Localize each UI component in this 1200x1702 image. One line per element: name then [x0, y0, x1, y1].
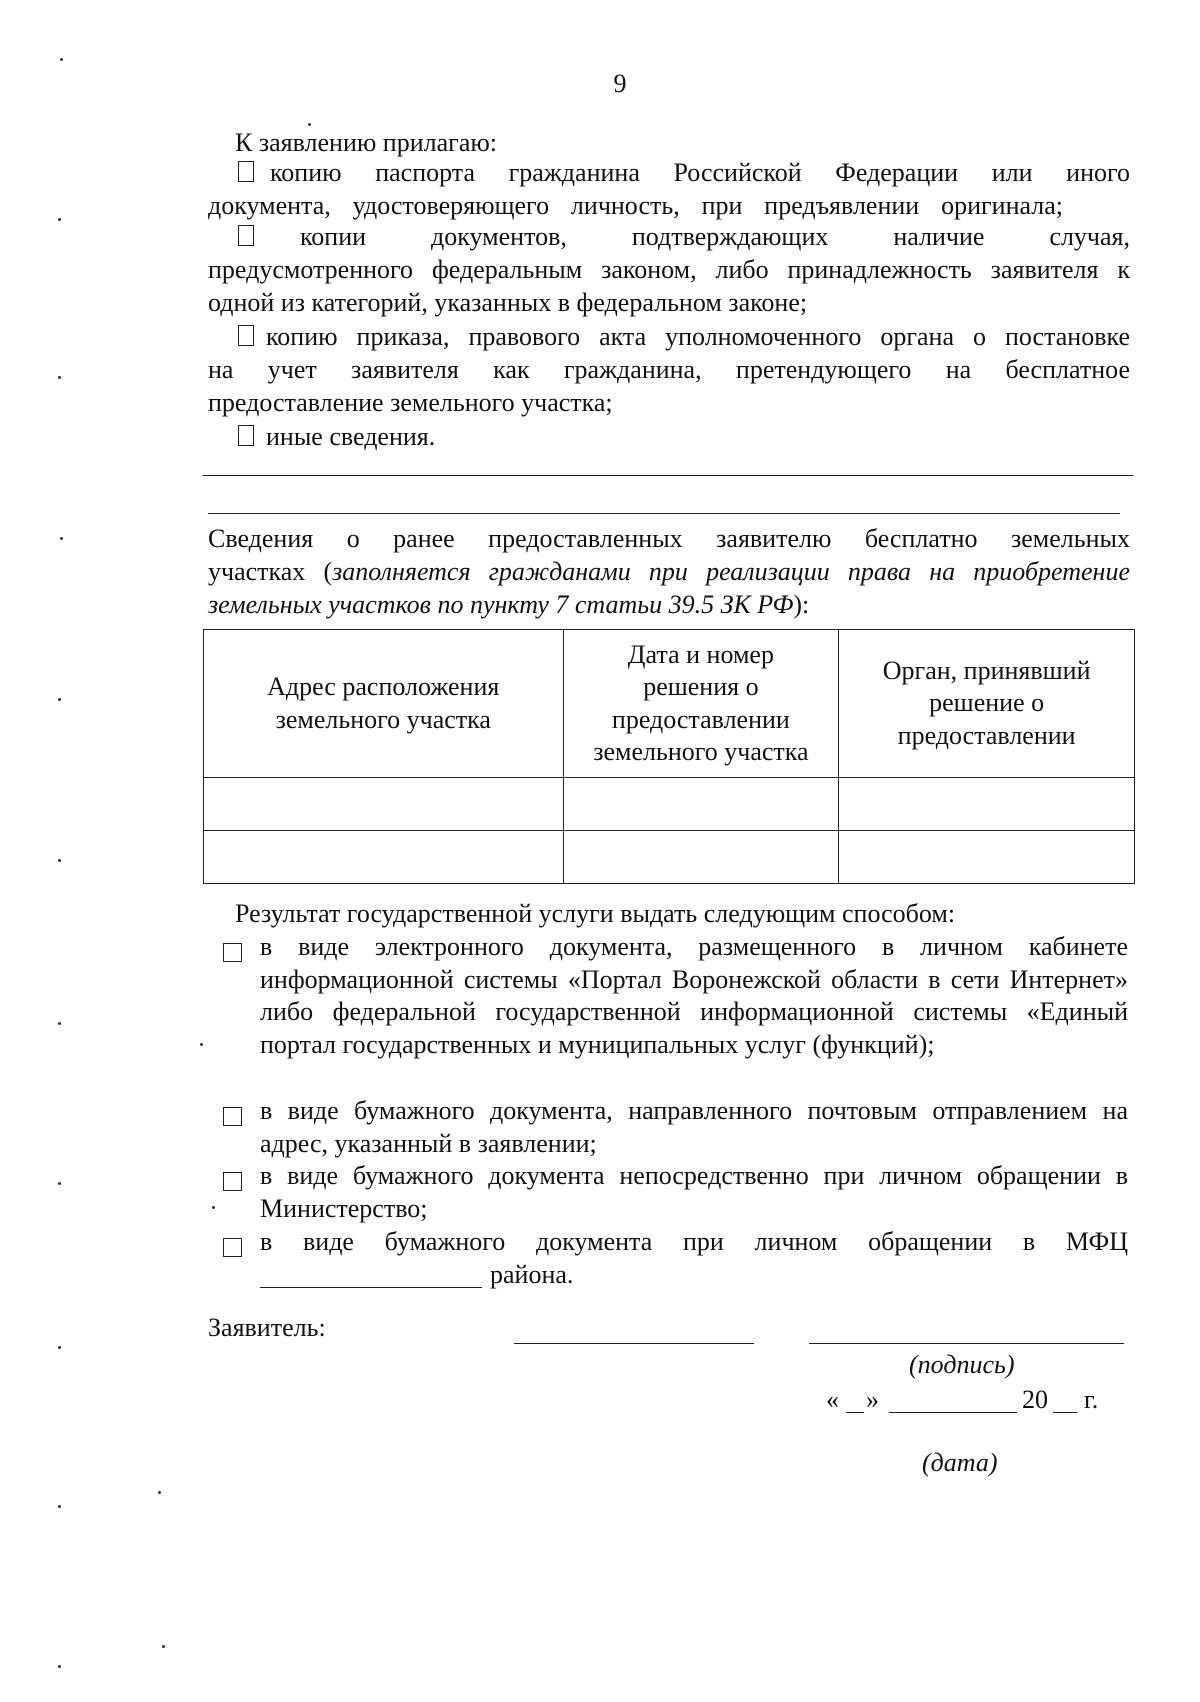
- date-close-quote: »: [866, 1385, 879, 1414]
- table-row: [204, 778, 1135, 831]
- blank-line[interactable]: [208, 513, 1120, 514]
- result-option-electronic: в виде электронного документа, размещенного в личном кабинете информационной системы «Портал Воронежской области в сети Интернет» либо федеральной государственной информационной системы «Единый портал государственных и муниципальных услуг (функций);: [223, 931, 1128, 1061]
- scan-speck: [60, 537, 63, 540]
- attachment-item-other: иные сведения.: [238, 421, 435, 454]
- column-header-authority: Орган, принявший решение о предоставлении: [839, 630, 1135, 778]
- table-cell[interactable]: [563, 778, 839, 831]
- result-option-mail: в виде бумажного документа, направленного почтовым отправлением на адрес, указанный в заявлении;: [223, 1095, 1128, 1160]
- scan-speck: [58, 376, 61, 379]
- scan-speck: [58, 218, 61, 221]
- date-open-quote: «: [826, 1385, 839, 1414]
- table-row: [204, 831, 1135, 884]
- table-header-row: [204, 630, 1135, 778]
- land-plots-table: [203, 629, 1135, 884]
- district-blank-line[interactable]: [260, 1287, 482, 1288]
- column-header-decision: Дата и номер решения о предоставлении земельного участка: [563, 630, 839, 778]
- blank-line[interactable]: [203, 475, 1133, 476]
- result-option-mfc: в виде бумажного документа при личном обращении в МФЦ: [223, 1226, 1128, 1259]
- attachment-item-order-line2: на учет заявителя как гражданина, претендующего на бесплатное: [208, 355, 1130, 384]
- applicant-name-line[interactable]: [514, 1343, 754, 1344]
- scan-speck: [60, 58, 63, 61]
- table-cell[interactable]: [204, 778, 564, 831]
- result-option-ministry: в виде бумажного документа непосредственно при личном обращении в Министерство;: [223, 1160, 1128, 1225]
- table-cell[interactable]: [839, 831, 1135, 884]
- scan-speck: [212, 1206, 215, 1209]
- scan-speck: [58, 1346, 61, 1349]
- checkbox[interactable]: [238, 161, 254, 182]
- date-year-prefix: 20: [1022, 1385, 1048, 1414]
- scan-speck: [58, 698, 61, 701]
- scan-speck: [308, 123, 311, 126]
- checkbox[interactable]: [223, 1172, 242, 1191]
- attachment-item-law-line1: копии документов, подтверждающих наличие случая,: [238, 221, 1130, 254]
- scan-speck: [58, 1182, 61, 1185]
- attachment-item-law-line2: предусмотренного федеральным законом, либо принадлежность заявителя к: [208, 255, 1130, 284]
- result-heading: Результат государственной услуги выдать следующим способом:: [235, 899, 956, 928]
- table-cell[interactable]: [563, 831, 839, 884]
- scan-speck: [200, 1043, 203, 1046]
- scan-speck: [58, 1505, 61, 1508]
- signature-caption: (подпись): [909, 1350, 1015, 1379]
- date-day-line[interactable]: [846, 1412, 864, 1413]
- attachment-item-order-line3: предоставление земельного участка;: [208, 388, 613, 417]
- table-cell[interactable]: [204, 831, 564, 884]
- scan-speck: [158, 1491, 161, 1494]
- table-cell[interactable]: [839, 778, 1135, 831]
- info-line2: участках (заполняется гражданами при реализации права на приобретение: [208, 557, 1130, 586]
- date-month-line[interactable]: [889, 1412, 1017, 1413]
- attachment-item-law-line3: одной из категорий, указанных в федеральном законе;: [208, 288, 808, 317]
- checkbox[interactable]: [223, 943, 242, 962]
- info-line3: земельных участков по пункту 7 статьи 39.5 ЗК РФ):: [208, 590, 810, 619]
- page-number: 9: [613, 69, 627, 98]
- checkbox[interactable]: [223, 1238, 242, 1257]
- district-suffix: района.: [490, 1260, 574, 1289]
- info-line1: Сведения о ранее предоставленных заявителю бесплатно земельных: [208, 524, 1130, 553]
- scan-speck: [58, 1665, 61, 1668]
- signature-line[interactable]: [809, 1343, 1124, 1344]
- attachment-item-passport-line1: копию паспорта гражданина Российской Федерации или иного: [238, 157, 1130, 190]
- attachment-item-order-line1: копию приказа, правового акта уполномоченного органа о постановке: [238, 321, 1130, 354]
- scan-speck: [58, 859, 61, 862]
- checkbox[interactable]: [238, 325, 254, 346]
- date-year-line[interactable]: [1053, 1412, 1077, 1413]
- column-header-address: Адрес расположения земельного участка: [204, 630, 564, 778]
- attachments-heading: К заявлению прилагаю:: [235, 128, 498, 157]
- scan-speck: [58, 1022, 61, 1025]
- scan-speck: [162, 1645, 165, 1648]
- checkbox[interactable]: [223, 1107, 242, 1126]
- applicant-label: Заявитель:: [208, 1313, 326, 1342]
- checkbox[interactable]: [238, 225, 254, 246]
- date-year-suffix: г.: [1084, 1385, 1099, 1414]
- date-caption: (дата): [922, 1448, 998, 1477]
- attachment-item-passport-line2: документа, удостоверяющего личность, при предъявлении оригинала;: [208, 191, 1063, 220]
- checkbox[interactable]: [238, 425, 254, 446]
